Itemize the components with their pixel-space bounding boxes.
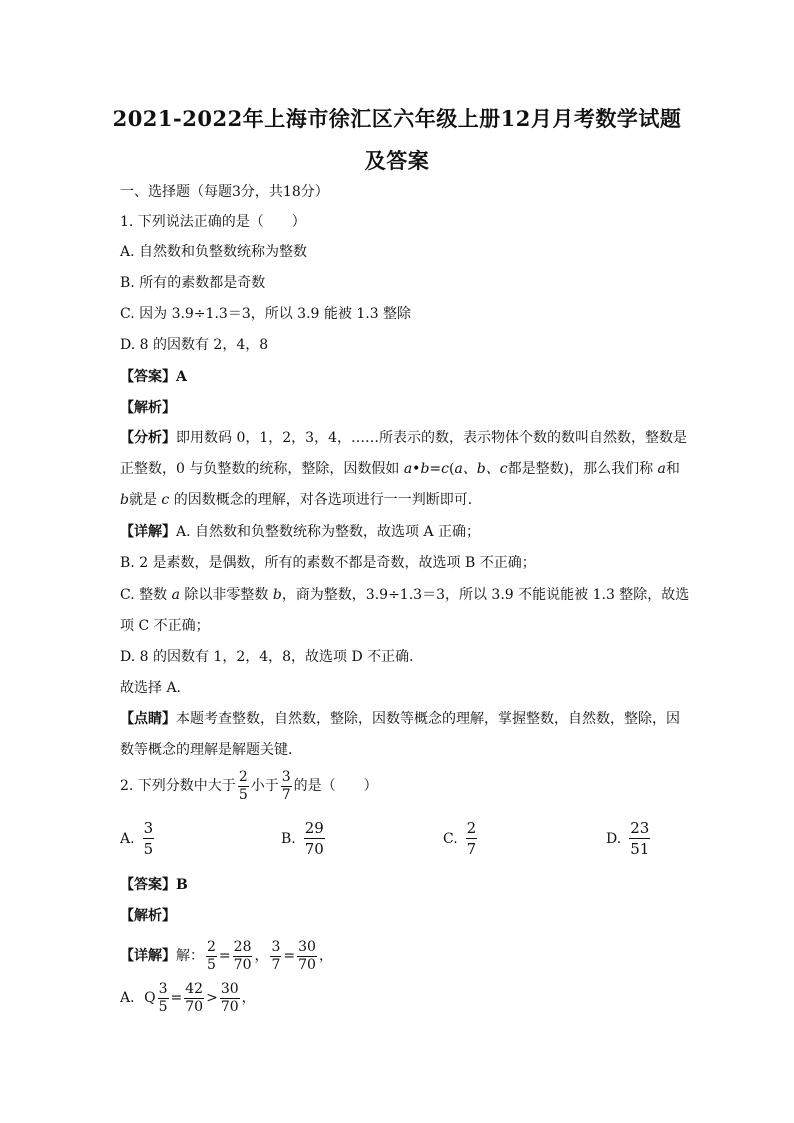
q2-option-d: D. $\frac{23}{51}$: [606, 819, 650, 858]
fraction: $\frac{30}{70}$: [220, 980, 239, 1015]
section-heading: 一、选择题（每题3分，共18分）: [120, 184, 329, 200]
q1-option-a: A. 自然数和负整数统称为整数: [120, 244, 308, 260]
dianjing-tag: 【点睛】: [120, 711, 176, 727]
fraction: $\frac{3}{7}$: [281, 768, 291, 803]
q2-xiangjie-line-1: 【详解】解： $\frac{2}{5}$ = $\frac{28}{70}$ ， $\frac{3}{7}$ = $\frac{30}{70}$ ，: [120, 938, 333, 973]
xiangjie-tag: 【详解】: [120, 524, 176, 540]
q2-xiangjie-line-a: A．Q $\frac{3}{5}$ = $\frac{42}{70}$ > $\frac{30}{70}$ ，: [120, 980, 256, 1015]
fraction: $\frac{2}{7}$: [466, 819, 477, 858]
fraction: $\frac{30}{70}$: [298, 938, 316, 973]
document-title-line-2: 及答案: [364, 148, 430, 173]
q2-stem: 2. 下列分数中大于 $\frac{2}{5}$ 小于 $\frac{3}{7}$ 的是（ ）: [120, 768, 378, 803]
q1-analysis-label: 【解析】: [120, 400, 176, 416]
q1-xiangjie-c-line-2: 项 C 不正确；: [120, 618, 210, 634]
q1-stem: 1. 下列说法正确的是（ ）: [120, 214, 306, 230]
fraction: $\frac{3}{5}$: [143, 819, 154, 858]
fraction: $\frac{29}{70}$: [304, 819, 324, 858]
q1-answer: 【答案】A: [120, 369, 187, 385]
q2-option-a: A. $\frac{3}{5}$: [120, 819, 154, 858]
fraction: $\frac{2}{5}$: [238, 768, 248, 803]
fraction: $\frac{3}{5}$: [158, 980, 168, 1015]
q1-option-b: B. 所有的素数都是奇数: [120, 275, 266, 291]
fraction: $\frac{28}{70}$: [233, 938, 252, 973]
q1-xiangjie-d: D. 8 的因数有 1，2，4，8，故选项 D 不正确．: [120, 649, 424, 665]
fenxi-tag: 【分析】: [120, 430, 176, 446]
q1-fenxi-line-1: 【分析】即用数码 0，1，2，3，4，……所表示的数，表示物体个数的数叫自然数，整数是: [120, 430, 687, 446]
fraction: $\frac{23}{51}$: [630, 819, 650, 858]
q2-analysis-label: 【解析】: [120, 908, 176, 924]
q1-fenxi-line-3: b就是 c 的因数概念的理解，对各选项进行一一判断即可．: [120, 492, 482, 508]
q1-conclusion: 故选择 A．: [120, 680, 191, 696]
q1-fenxi-line-2: 正整数，0 与负整数的统称，整除，因数假如 a•b=c(a、b、c都是整数)，那么我们称 a和: [120, 461, 680, 477]
q1-dianjing-line-1: 【点睛】本题考查整数，自然数，整除，因数等概念的理解，掌握整数，自然数，整除，因: [120, 711, 680, 727]
fraction: $\frac{3}{7}$: [271, 938, 281, 973]
q1-option-d: D. 8 的因数有 2，4，8: [120, 337, 269, 353]
document-title-line-1: 2021-2022年上海市徐汇区六年级上册12月月考数学试题: [112, 106, 682, 131]
q2-option-c: C. $\frac{2}{7}$: [443, 819, 477, 858]
xiangjie-tag: 【详解】: [120, 948, 176, 964]
q1-xiangjie-c-line-1: C. 整数 a 除以非零整数 b，商为整数，3.9÷1.3＝3，所以 3.9 不能说能被 1.3 整除，故选: [120, 587, 690, 603]
q1-option-c: C. 因为 3.9÷1.3＝3，所以 3.9 能被 1.3 整除: [120, 306, 412, 322]
fraction: $\frac{42}{70}$: [185, 980, 204, 1015]
fraction: $\frac{2}{5}$: [207, 938, 216, 973]
q2-answer: 【答案】B: [120, 877, 188, 893]
q1-dianjing-line-2: 数等概念的理解是解题关键．: [120, 742, 302, 758]
q1-xiangjie-a: 【详解】A. 自然数和负整数统称为整数，故选项 A 正确；: [120, 524, 481, 540]
q2-option-b: B. $\frac{29}{70}$: [281, 819, 324, 858]
q1-xiangjie-b: B. 2 是素数，是偶数，所有的素数不都是奇数，故选项 B 不正确；: [120, 555, 536, 571]
